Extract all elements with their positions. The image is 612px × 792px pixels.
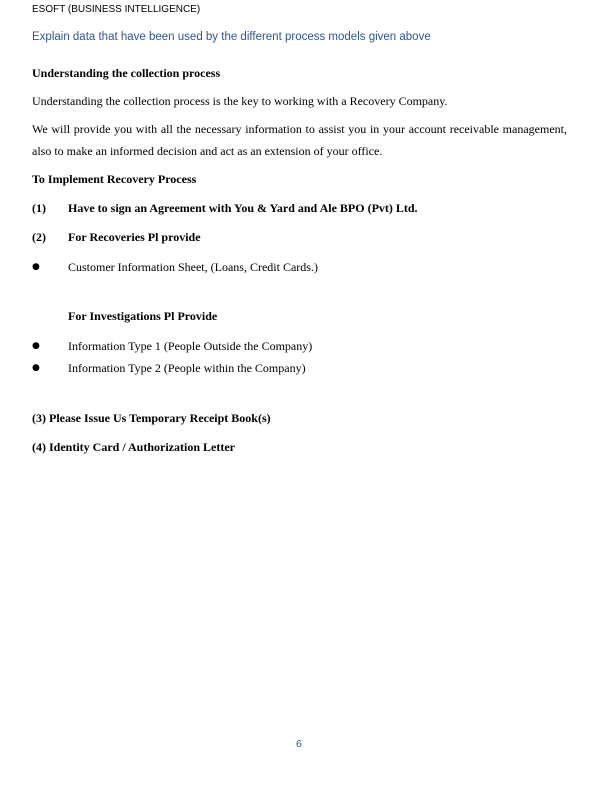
- list-number: (1): [32, 201, 46, 215]
- paragraph-intro: Understanding the collection process is the key to working with a Recovery Company.: [32, 94, 448, 108]
- running-header: ESOFT (BUSINESS INTELLIGENCE): [32, 4, 201, 15]
- bullet-item-customer-sheet: Customer Information Sheet, (Loans, Credit Cards.): [68, 260, 318, 274]
- paragraph-provide-line-2: also to make an informed decision and act as an extension of your office.: [32, 144, 383, 158]
- bullet-icon: ●: [32, 363, 40, 373]
- bullet-item-info-type-2: Information Type 2 (People within the Company): [68, 361, 306, 375]
- list-item-identity-card: (4) Identity Card / Authorization Letter: [32, 440, 235, 454]
- section-subtitle: Explain data that have been used by the different process models given above: [32, 31, 431, 43]
- section-heading-recovery: To Implement Recovery Process: [32, 172, 197, 186]
- bullet-icon: ●: [32, 262, 40, 272]
- paragraph-provide-line-1: We will provide you with all the necessary information to assist you in your account receivable management,: [32, 122, 567, 136]
- bullet-icon: ●: [32, 341, 40, 351]
- list-item-agreement: Have to sign an Agreement with You & Yard and Ale BPO (Pvt) Ltd.: [68, 201, 418, 215]
- list-number: (2): [32, 230, 46, 244]
- section-heading-collection: Understanding the collection process: [32, 66, 221, 80]
- page-number: 6: [296, 738, 302, 750]
- list-item-recoveries: For Recoveries Pl provide: [68, 230, 201, 244]
- list-item-receipt-book: (3) Please Issue Us Temporary Receipt Book(s): [32, 411, 271, 425]
- bullet-item-info-type-1: Information Type 1 (People Outside the Company): [68, 339, 313, 353]
- subheading-investigations: For Investigations Pl Provide: [68, 309, 218, 323]
